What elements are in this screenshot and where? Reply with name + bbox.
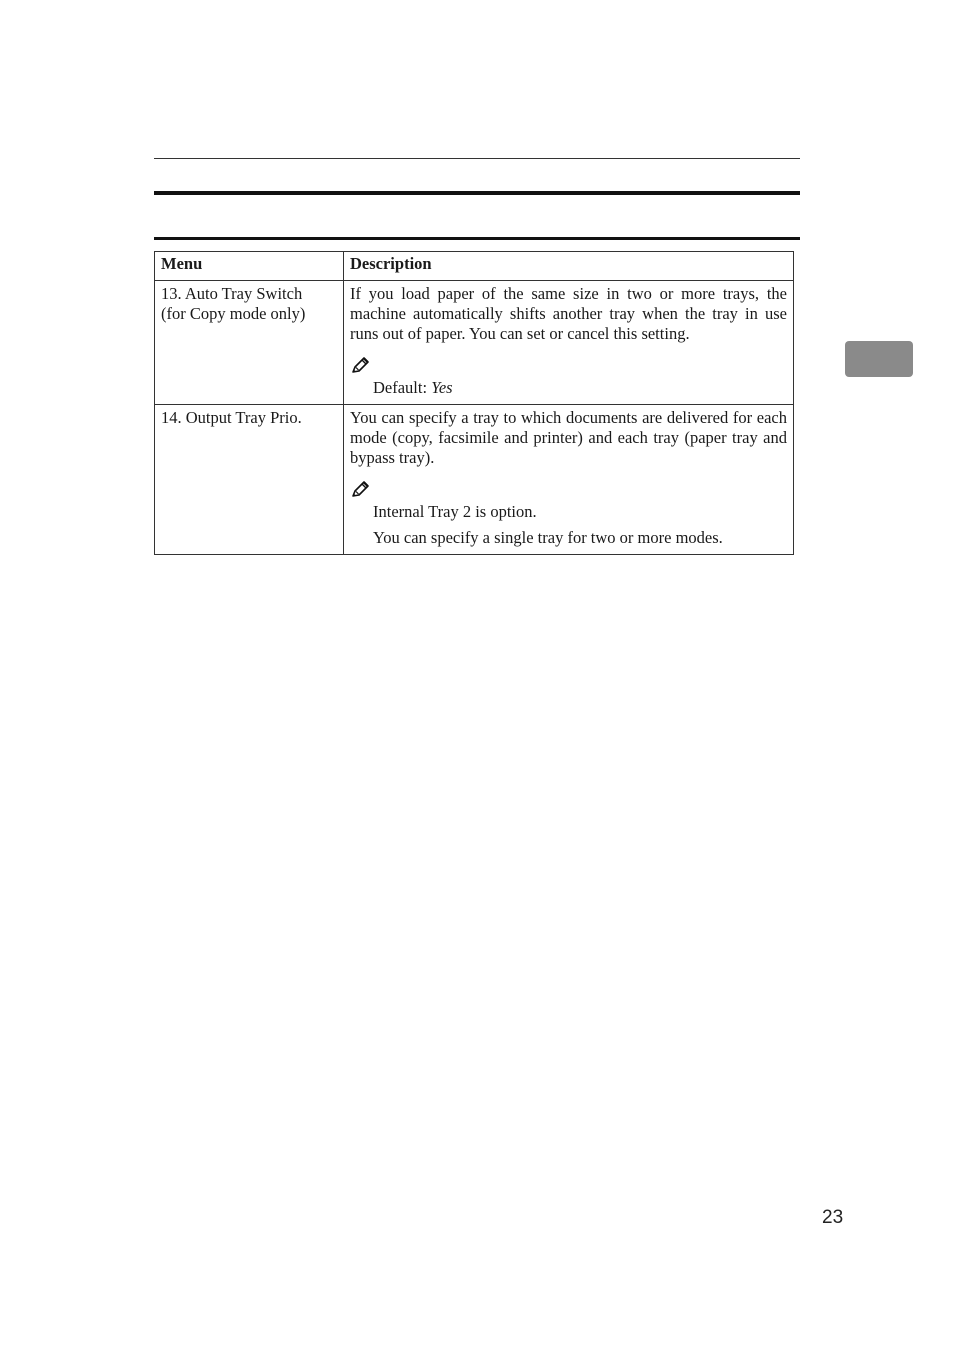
menu-description-table [154, 251, 794, 555]
default-label: Default: [373, 378, 432, 397]
chapter-tab-marker [845, 341, 913, 377]
column-header-menu: Menu [155, 252, 344, 281]
description-cell [344, 281, 794, 405]
menu-item-name: 13. Auto Tray Switch [161, 284, 303, 303]
column-header-description: Description [344, 252, 794, 281]
header-rule-thick [154, 191, 800, 195]
menu-cell [155, 405, 344, 555]
section-rule-thick [154, 237, 800, 240]
menu-item-qualifier: (for Copy mode only) [161, 304, 306, 323]
table-row [155, 405, 794, 555]
menu-item-name: 14. Output Tray Prio. [161, 408, 302, 427]
default-value: Yes [431, 378, 453, 397]
description-cell [344, 405, 794, 555]
table-row [155, 281, 794, 405]
menu-cell [155, 281, 344, 405]
pencil-note-icon [350, 480, 370, 498]
table-header-row [155, 252, 794, 281]
description-text: If you load paper of the same size in two or more trays, the machine automatically shifts another tray when the tray in use runs out of paper. You can set or cancel this setting. [350, 284, 787, 343]
default-value-note [373, 378, 787, 398]
note-text: Internal Tray 2 is option. [373, 502, 537, 521]
note-text: You can specify a single tray for two or more modes. [373, 528, 723, 547]
header-rule-thin [154, 158, 800, 159]
pencil-note-icon [350, 356, 370, 374]
description-text: You can specify a tray to which documents are delivered for each mode (copy, facsimile and printer) and each tray (paper tray and bypass tray). [350, 408, 787, 467]
page-number: 23 [822, 1207, 844, 1228]
